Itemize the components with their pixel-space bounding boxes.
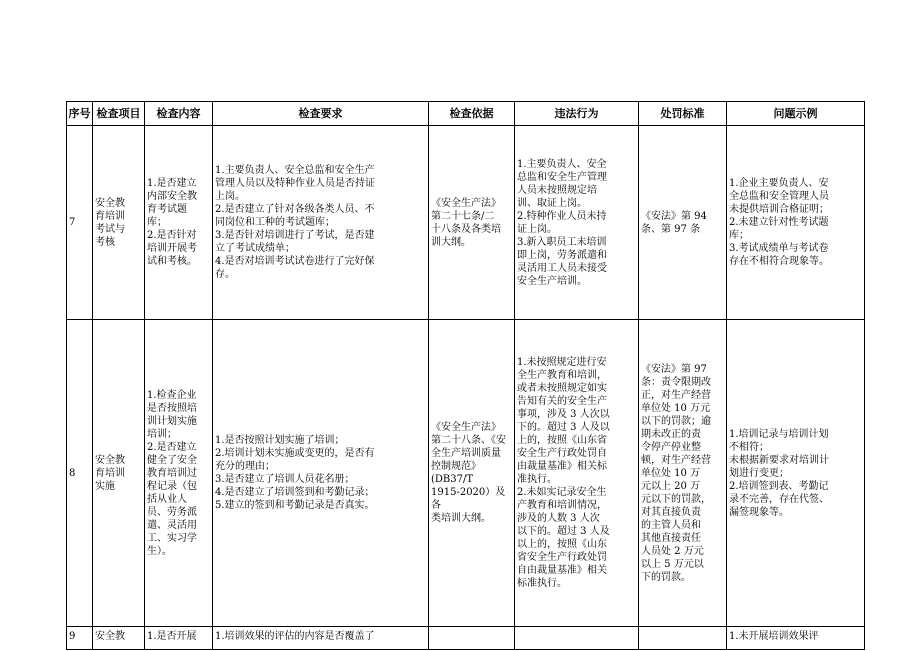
header-violation: 违法行为	[515, 102, 639, 126]
cell-content: 1.检查企业 是否按照培 训计划实施 培训； 2.是否建立 健全了安全 教育培训过 程记录（包 括从业人 员、劳务派 遣、灵活用 工、实习学 生）。	[145, 320, 213, 627]
cell-example: 1.企业主要负责人、安 全总监和安全管理人员 未提供培训合格证明； 2.未建立针对性考试题 库； 3.考试成绩单与考试卷 存在不相符合现象等。	[727, 126, 865, 320]
cell-content: 1.是否建立 内部安全教 育考试题 库； 2.是否针对 培训开展考 试和考核。	[145, 126, 213, 320]
cell-violation: 1.主要负责人、安全 总监和安全生产管理 人员未按照规定培 训、取证上岗。 2.特种作业人员未持 证上岗。 3.新入职员工未培训 即上岗，劳务派遣和 灵活用工人员未接受 安全生产培训。	[515, 126, 639, 320]
header-example: 问题示例	[727, 102, 865, 126]
cell-penalty: 《安法》第 94 条、第 97 条	[639, 126, 727, 320]
cell-basis: 《安全生产法》 第二十八条、《安 全生产培训质量 控制规范》 (DB37/T 1915-2020）及各 类培训大纲。	[429, 320, 515, 627]
cell-requirement: 1.主要负责人、安全总监和安全生产 管理人员以及特种作业人员是否持证 上岗。 2.是否建立了针对各级各类人员、不 同岗位和工种的考试题库； 3.是否针对培训进行了考试，是否建 立了考试成绩单； 4.是否对培训考试试卷进行了完好保 存。	[213, 126, 429, 320]
cell-item: 安全教	[93, 627, 145, 650]
header-basis: 检查依据	[429, 102, 515, 126]
table-row	[67, 320, 865, 627]
cell-item: 安全教 育培训 考试与 考核	[93, 126, 145, 320]
header-no: 序号	[67, 102, 93, 126]
header-requirement: 检查要求	[213, 102, 429, 126]
cell-no: 9	[67, 627, 93, 650]
header-content: 检查内容	[145, 102, 213, 126]
table-header-row	[67, 102, 865, 126]
cell-basis	[429, 627, 515, 650]
cell-violation: 1.未按照规定进行安 全生产教育和培训， 或者未按照规定如实 告知有关的安全生产 事项，涉及 3 人次以 下的。超过 3 人及以 上的，按照《山东省 安全生产行政处罚自 由裁量基准》相关标 准执行。 2.未如实记录安全生 产教育和培训情况， 涉及的人数 3 人次 以下的。超过 3 人及 以上的，按照《山东 省安全生产行政处罚 自由裁量基准》相关 标准执行。	[515, 320, 639, 627]
inspection-table	[66, 101, 865, 650]
cell-requirement: 1.是否按照计划实施了培训； 2.培训计划未实施或变更的，是否有 充分的理由； 3.是否建立了培训人员花名册； 4.是否建立了培训签到和考勤记录； 5.建立的签到和考勤记录是否真实。	[213, 320, 429, 627]
cell-violation	[515, 627, 639, 650]
cell-no: 7	[67, 126, 93, 320]
cell-basis: 《安全生产法》 第二十七条/二 十八条及各类培 训大纲。	[429, 126, 515, 320]
cell-no: 8	[67, 320, 93, 627]
cell-example: 1.培训记录与培训计划 不相符； 未根据新要求对培训计 划进行变更； 2.培训签到表、考勤记 录不完善，存在代签、 漏签现象等。	[727, 320, 865, 627]
table-row	[67, 627, 865, 650]
header-penalty: 处罚标准	[639, 102, 727, 126]
cell-example: 1.未开展培训效果评	[727, 627, 865, 650]
cell-requirement: 1.培训效果的评估的内容是否覆盖了	[213, 627, 429, 650]
cell-penalty: 《安法》第 97 条：责令限期改 正，对生产经营 单位处 10 万元 以下的罚款；逾 期未改正的责 令停产停业整 顿，对生产经营 单位处 10 万 元以上 20 万 元以下的罚款， 对其直接负责 的主管人员和 其他直接责任 人员处 2 万元 以上 5 万元以 下的罚款。	[639, 320, 727, 627]
cell-penalty	[639, 627, 727, 650]
table-row	[67, 126, 865, 320]
header-item: 检查项目	[93, 102, 145, 126]
cell-item: 安全教 育培训 实施	[93, 320, 145, 627]
cell-content: 1.是否开展	[145, 627, 213, 650]
